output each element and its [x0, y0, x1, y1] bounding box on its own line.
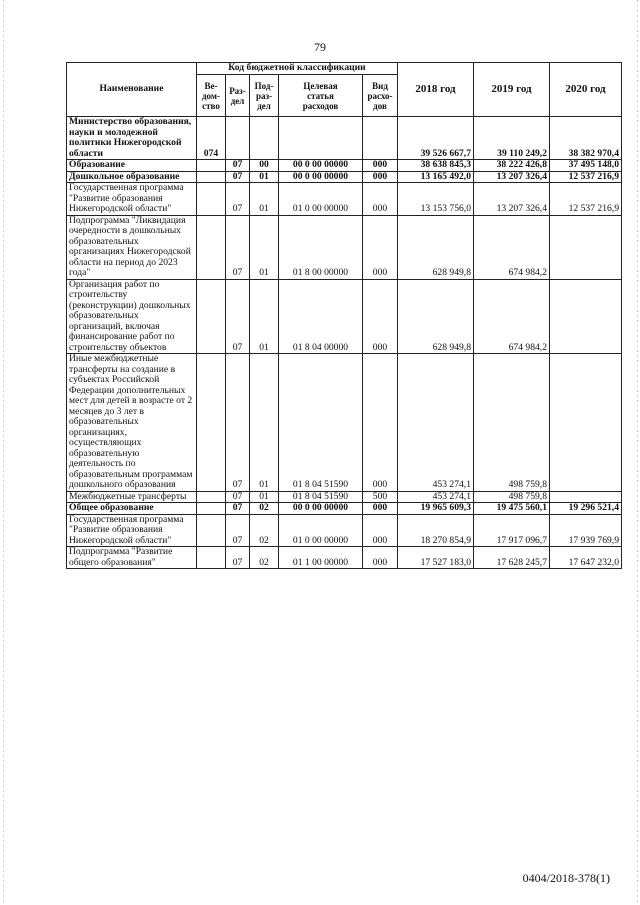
row-podrazdel: 01: [250, 279, 279, 354]
row-value-2018: 18 270 854,9: [398, 514, 474, 547]
row-value-2019: 17 628 245,7: [474, 547, 550, 569]
table-row: [67, 279, 622, 354]
table-header: [67, 63, 622, 117]
header-name: Наименование: [67, 63, 197, 117]
row-value-2018: 13 165 492,0: [398, 171, 474, 183]
row-value-2020: 12 537 216,9: [550, 183, 622, 216]
row-name: Иные межбюджетные трансферты на создание в субъектах Российской Федерации дополнительных мест для детей в возрасте от 2 месяцев до 3 лет в образовательных организациях, осуществляющих образовательную деятельность по образовательным программам дошкольного образования: [67, 354, 197, 492]
row-value-2020: 37 495 148,0: [550, 160, 622, 172]
row-celevaya: 00 0 00 00000: [279, 171, 363, 183]
table-row: [67, 215, 622, 279]
row-podrazdel: 01: [250, 183, 279, 216]
row-podrazdel: 02: [250, 514, 279, 547]
row-vedomstvo: [197, 215, 226, 279]
row-name: Межбюджетные трансферты: [67, 491, 197, 503]
row-razdel: [226, 117, 250, 160]
document-code: 0404/2018-378(1): [522, 871, 610, 885]
row-value-2019: 674 984,2: [474, 279, 550, 354]
row-value-2020: 17 647 232,0: [550, 547, 622, 569]
row-value-2018: 453 274,1: [398, 491, 474, 503]
row-podrazdel: 01: [250, 171, 279, 183]
row-vid: 000: [363, 514, 398, 547]
table-row: [67, 183, 622, 216]
budget-table: [66, 62, 622, 569]
header-vid: Вид расхо- дов: [363, 75, 398, 117]
row-value-2018: 38 638 845,3: [398, 160, 474, 172]
row-vid: 000: [363, 183, 398, 216]
table-row: [67, 503, 622, 515]
header-2018: 2018 год: [398, 63, 474, 117]
row-celevaya: 00 0 00 00000: [279, 503, 363, 515]
row-name: Подпрограмма "Развитие общего образования": [67, 547, 197, 569]
row-razdel: 07: [226, 354, 250, 492]
row-razdel: 07: [226, 491, 250, 503]
row-name: Подпрограмма "Ликвидация очередности в дошкольных образовательных организациях Нижегородской области на период до 2023 года": [67, 215, 197, 279]
row-razdel: 07: [226, 183, 250, 216]
table-row: [67, 160, 622, 172]
row-vid: 000: [363, 354, 398, 492]
row-name: Министерство образования, науки и молодежной политики Нижегородской области: [67, 117, 197, 160]
row-podrazdel: 01: [250, 354, 279, 492]
row-vedomstvo: [197, 491, 226, 503]
row-podrazdel: 00: [250, 160, 279, 172]
row-vedomstvo: [197, 547, 226, 569]
row-vedomstvo: [197, 171, 226, 183]
row-value-2018: 17 527 183,0: [398, 547, 474, 569]
row-razdel: 07: [226, 171, 250, 183]
row-razdel: 07: [226, 547, 250, 569]
scan-edge-right: [637, 0, 638, 905]
row-vid: 000: [363, 171, 398, 183]
row-value-2019: 19 475 560,1: [474, 503, 550, 515]
header-vedomstvo: Ве- дом- ство: [197, 75, 226, 117]
row-value-2019: 39 110 249,2: [474, 117, 550, 160]
row-razdel: 07: [226, 279, 250, 354]
row-vid: 000: [363, 160, 398, 172]
table-row: [67, 117, 622, 160]
row-razdel: 07: [226, 503, 250, 515]
row-vedomstvo: [197, 183, 226, 216]
row-vedomstvo: [197, 514, 226, 547]
row-vedomstvo: [197, 503, 226, 515]
scan-edge-left: [3, 0, 4, 905]
header-razdel: Раз- дел: [226, 75, 250, 117]
header-celevaya: Целевая статья расходов: [279, 75, 363, 117]
header-2019: 2019 год: [474, 63, 550, 117]
row-value-2018: 628 949,8: [398, 215, 474, 279]
row-value-2020: 19 296 521,4: [550, 503, 622, 515]
table-body: [67, 117, 622, 569]
row-value-2018: 13 153 756,0: [398, 183, 474, 216]
row-razdel: 07: [226, 514, 250, 547]
table-row: [67, 491, 622, 503]
row-value-2020: [550, 279, 622, 354]
row-celevaya: 01 8 00 00000: [279, 215, 363, 279]
row-celevaya: 01 8 04 51590: [279, 491, 363, 503]
row-value-2020: [550, 354, 622, 492]
row-vedomstvo: [197, 160, 226, 172]
row-value-2020: 12 537 216,9: [550, 171, 622, 183]
row-name: Организация работ по строительству (реконструкции) дошкольных образовательных организаций, включая финансирование работ по строительству объектов: [67, 279, 197, 354]
row-vid: 000: [363, 279, 398, 354]
row-celevaya: 01 0 00 00000: [279, 183, 363, 216]
row-value-2019: 13 207 326,4: [474, 183, 550, 216]
header-2020: 2020 год: [550, 63, 622, 117]
row-name: Государственная программа "Развитие образования Нижегородской области": [67, 183, 197, 216]
row-podrazdel: 02: [250, 547, 279, 569]
row-value-2019: 13 207 326,4: [474, 171, 550, 183]
row-vid: 000: [363, 215, 398, 279]
row-value-2019: 17 917 096,7: [474, 514, 550, 547]
table-row: [67, 547, 622, 569]
row-name: Государственная программа "Развитие образования Нижегородской области": [67, 514, 197, 547]
row-value-2018: 39 526 667,7: [398, 117, 474, 160]
table-row: [67, 171, 622, 183]
table-row: [67, 354, 622, 492]
row-value-2018: 453 274,1: [398, 354, 474, 492]
table-row: [67, 514, 622, 547]
row-vid: 000: [363, 503, 398, 515]
row-razdel: 07: [226, 160, 250, 172]
row-value-2019: 38 222 426,8: [474, 160, 550, 172]
header-podrazdel: Под- раз- дел: [250, 75, 279, 117]
row-vid: [363, 117, 398, 160]
row-vedomstvo: 074: [197, 117, 226, 160]
row-value-2020: [550, 491, 622, 503]
row-value-2020: 38 382 970,4: [550, 117, 622, 160]
row-celevaya: 01 8 04 51590: [279, 354, 363, 492]
row-vid: 500: [363, 491, 398, 503]
header-code-group: Код бюджетной классификации: [197, 63, 398, 75]
row-celevaya: 01 8 04 00000: [279, 279, 363, 354]
row-name: Образование: [67, 160, 197, 172]
row-vid: 000: [363, 547, 398, 569]
row-celevaya: [279, 117, 363, 160]
row-vedomstvo: [197, 354, 226, 492]
row-podrazdel: 02: [250, 503, 279, 515]
row-value-2020: [550, 215, 622, 279]
row-celevaya: 01 0 00 00000: [279, 514, 363, 547]
row-value-2020: 17 939 769,9: [550, 514, 622, 547]
row-name: Общее образование: [67, 503, 197, 515]
row-value-2019: 674 984,2: [474, 215, 550, 279]
row-value-2019: 498 759,8: [474, 354, 550, 492]
row-podrazdel: [250, 117, 279, 160]
row-celevaya: 00 0 00 00000: [279, 160, 363, 172]
row-value-2018: 628 949,8: [398, 279, 474, 354]
row-podrazdel: 01: [250, 491, 279, 503]
row-celevaya: 01 1 00 00000: [279, 547, 363, 569]
row-value-2018: 19 965 609,3: [398, 503, 474, 515]
page-number: 79: [314, 40, 326, 54]
row-value-2019: 498 759,8: [474, 491, 550, 503]
row-razdel: 07: [226, 215, 250, 279]
row-name: Дошкольное образование: [67, 171, 197, 183]
row-vedomstvo: [197, 279, 226, 354]
row-podrazdel: 01: [250, 215, 279, 279]
